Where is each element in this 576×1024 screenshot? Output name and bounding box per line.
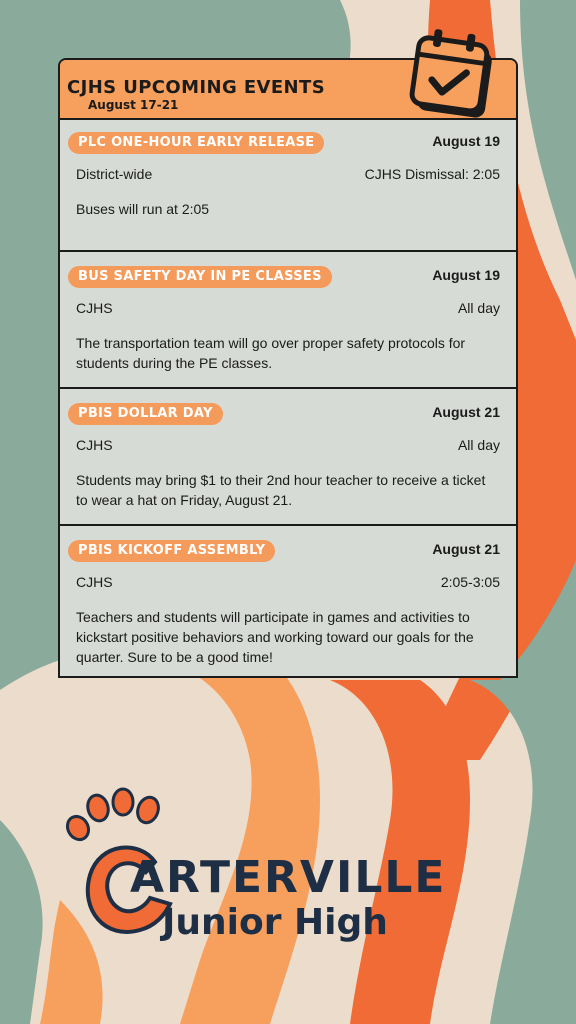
event-time: CJHS Dismissal: 2:05 (364, 166, 500, 182)
date-range: August 17-21 (88, 98, 179, 112)
event-title: PBIS DOLLAR DAY (68, 403, 223, 425)
event-item (60, 526, 516, 678)
event-location: District-wide (76, 166, 153, 182)
event-item (60, 389, 516, 526)
event-date: August 21 (432, 404, 500, 420)
event-time: All day (457, 437, 500, 453)
event-title: PBIS KICKOFF ASSEMBLY (68, 540, 275, 562)
logo-wordmark: ARTERVILLE (130, 852, 447, 903)
event-title: PLC ONE-HOUR EARLY RELEASE (68, 132, 324, 154)
event-location: CJHS (76, 574, 113, 590)
event-date: August 19 (432, 133, 500, 149)
events-card (58, 58, 518, 678)
event-title: BUS SAFETY DAY IN PE CLASSES (68, 266, 332, 288)
event-time: All day (457, 300, 500, 316)
event-description: Students may bring $1 to their 2nd hour teacher to receive a ticket to wear a hat on Friday, August 21. (76, 472, 486, 508)
page-title: CJHS UPCOMING EVENTS (67, 77, 326, 98)
event-item (60, 252, 516, 389)
event-description: Buses will run at 2:05 (76, 201, 210, 217)
event-location: CJHS (76, 300, 113, 316)
calendar-check-icon (405, 28, 503, 126)
event-item (60, 118, 516, 252)
event-date: August 21 (432, 541, 500, 557)
logo-subtitle: Junior High (162, 902, 388, 943)
event-date: August 19 (432, 267, 500, 283)
event-location: CJHS (76, 437, 113, 453)
event-time: 2:05-3:05 (440, 574, 500, 590)
event-description: The transportation team will go over proper safety protocols for students during the PE classes. (76, 335, 466, 371)
event-description: Teachers and students will participate in games and activities to kickstart positive behaviors and working toward our goals for the quarter. Sure to be a good time! (76, 609, 474, 665)
